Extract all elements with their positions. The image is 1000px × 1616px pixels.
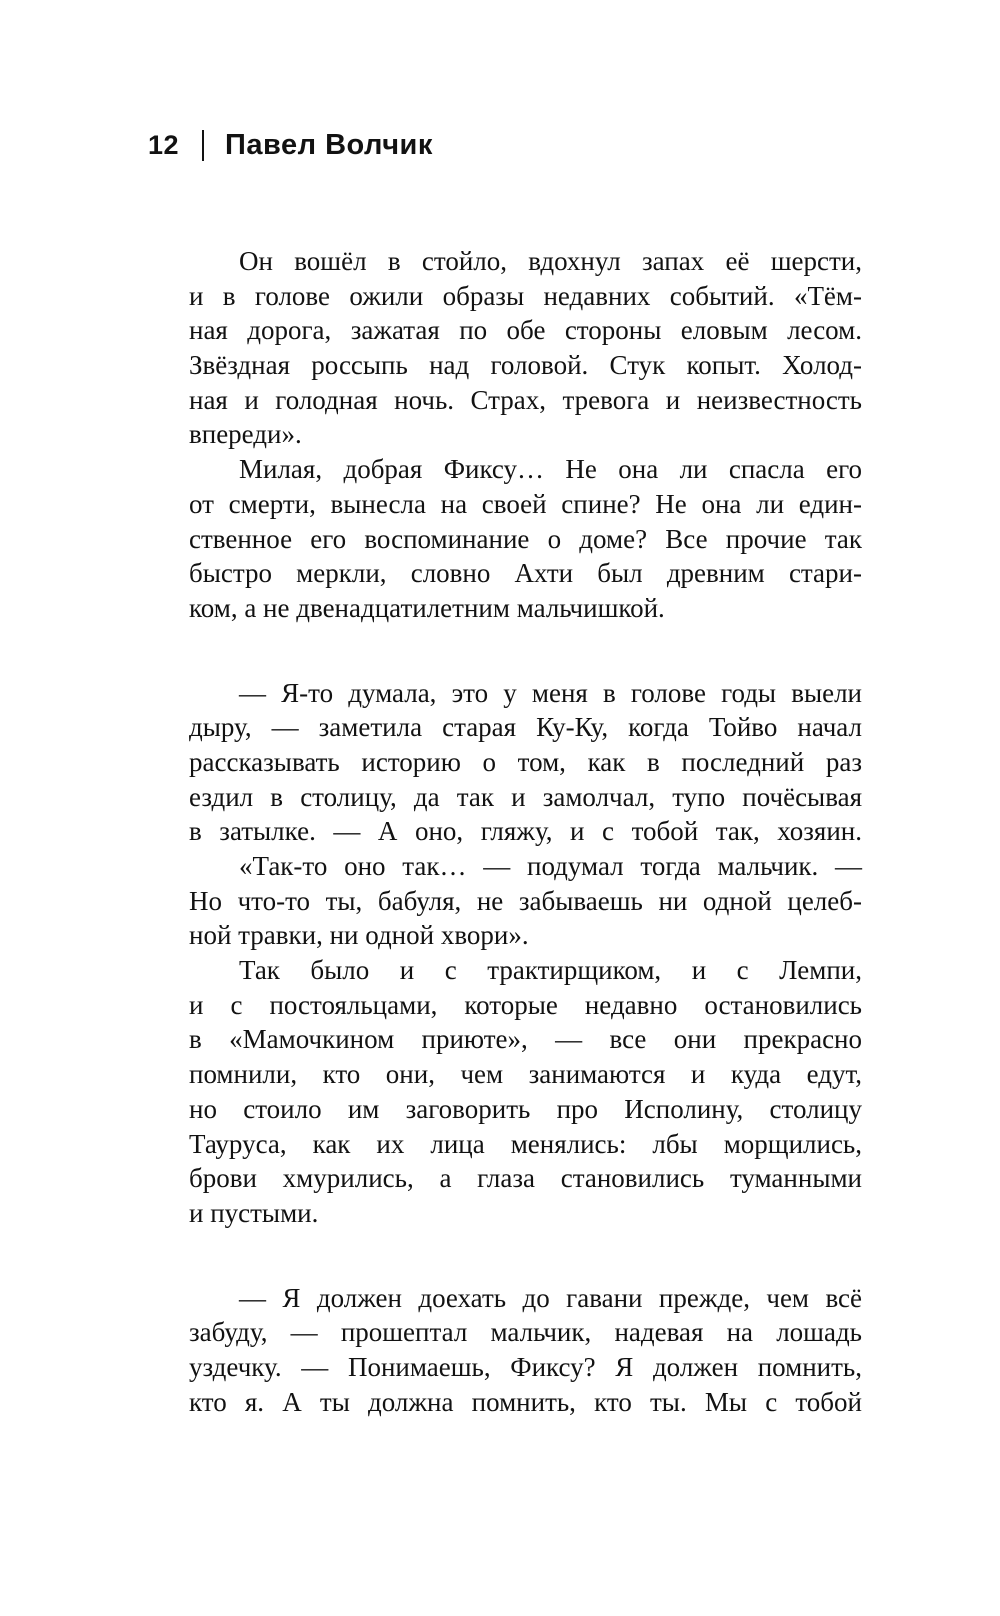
paragraph bbox=[189, 849, 862, 953]
text-line: и пустыми. bbox=[189, 1197, 319, 1228]
text-line: и в голове ожили образы недавних событий. «Тём- bbox=[189, 280, 862, 311]
paragraph bbox=[189, 452, 862, 625]
text-line: ственное его воспоминание о доме? Все прочие так bbox=[189, 523, 862, 554]
text-line: «Так-то оно так… — подумал тогда мальчик. — bbox=[239, 851, 862, 881]
text-line: — Я должен доехать до гавани прежде, чем всё bbox=[239, 1282, 862, 1313]
text-line: помнили, кто они, чем занимаются и куда едут, bbox=[189, 1059, 862, 1090]
text-line: кто я. А ты должна помнить, кто ты. Мы с тобой bbox=[189, 1386, 862, 1417]
paragraph bbox=[189, 953, 862, 1231]
text-line: — Я-то думала, это у меня в голове годы выели bbox=[239, 677, 862, 708]
text-line: ной травки, ни одной хвори». bbox=[189, 920, 529, 951]
text-line: ная и голодная ночь. Страх, тревога и неизвестность bbox=[189, 384, 862, 415]
page-header bbox=[148, 129, 433, 162]
text-line: Звёздная россыпь над головой. Стук копыт. Холод- bbox=[189, 350, 862, 381]
text-line: но стоило им заговорить про Исполину, столицу bbox=[189, 1093, 862, 1124]
paragraph bbox=[189, 244, 862, 452]
text-line: забуду, — прошептал мальчик, надевая на лошадь bbox=[189, 1317, 862, 1348]
paragraph bbox=[189, 1281, 862, 1420]
running-title-author: Павел Волчик bbox=[225, 129, 433, 161]
text-line: Милая, добрая Фиксу… Не она ли спасла его bbox=[239, 454, 862, 485]
text-line: Он вошёл в стойло, вдохнул запах её шерсти, bbox=[239, 246, 862, 276]
paragraph bbox=[189, 676, 862, 849]
page-body bbox=[189, 244, 862, 1419]
page-number: 12 bbox=[148, 130, 180, 160]
text-line: уздечку. — Понимаешь, Фиксу? Я должен помнить, bbox=[189, 1351, 862, 1382]
text-line: Так было и с трактирщиком, и с Лемпи, bbox=[239, 955, 862, 986]
text-line: рассказывать историю о том, как в последний раз bbox=[189, 746, 862, 777]
header-divider bbox=[202, 130, 204, 161]
text-line: в «Мамочкином приюте», — все они прекрасно bbox=[189, 1024, 862, 1055]
text-line: ком, а не двенадцатилетним мальчишкой. bbox=[189, 592, 665, 623]
text-line: от смерти, вынесла на своей спине? Не она ли един- bbox=[189, 488, 862, 519]
text-line: и с постояльцами, которые недавно остановились bbox=[189, 989, 862, 1020]
text-line: быстро меркли, словно Ахти был древним стари- bbox=[189, 558, 862, 589]
text-line: дыру, — заметила старая Ку-Ку, когда Тойво начал bbox=[189, 712, 862, 743]
text-line: в затылке. — А оно, гляжу, и с тобой так, хозяин. bbox=[189, 816, 862, 847]
text-line: ездил в столицу, да так и замолчал, тупо почёсывая bbox=[189, 781, 862, 812]
text-line: ная дорога, зажатая по обе стороны еловым лесом. bbox=[189, 315, 862, 346]
text-line: Но что-то ты, бабуля, не забываешь ни одной целеб- bbox=[189, 885, 862, 916]
text-line: брови хмурились, а глаза становились туманными bbox=[189, 1163, 862, 1194]
text-line: Тауруса, как их лица менялись: лбы морщились, bbox=[189, 1128, 862, 1159]
text-line: впереди». bbox=[189, 419, 302, 450]
